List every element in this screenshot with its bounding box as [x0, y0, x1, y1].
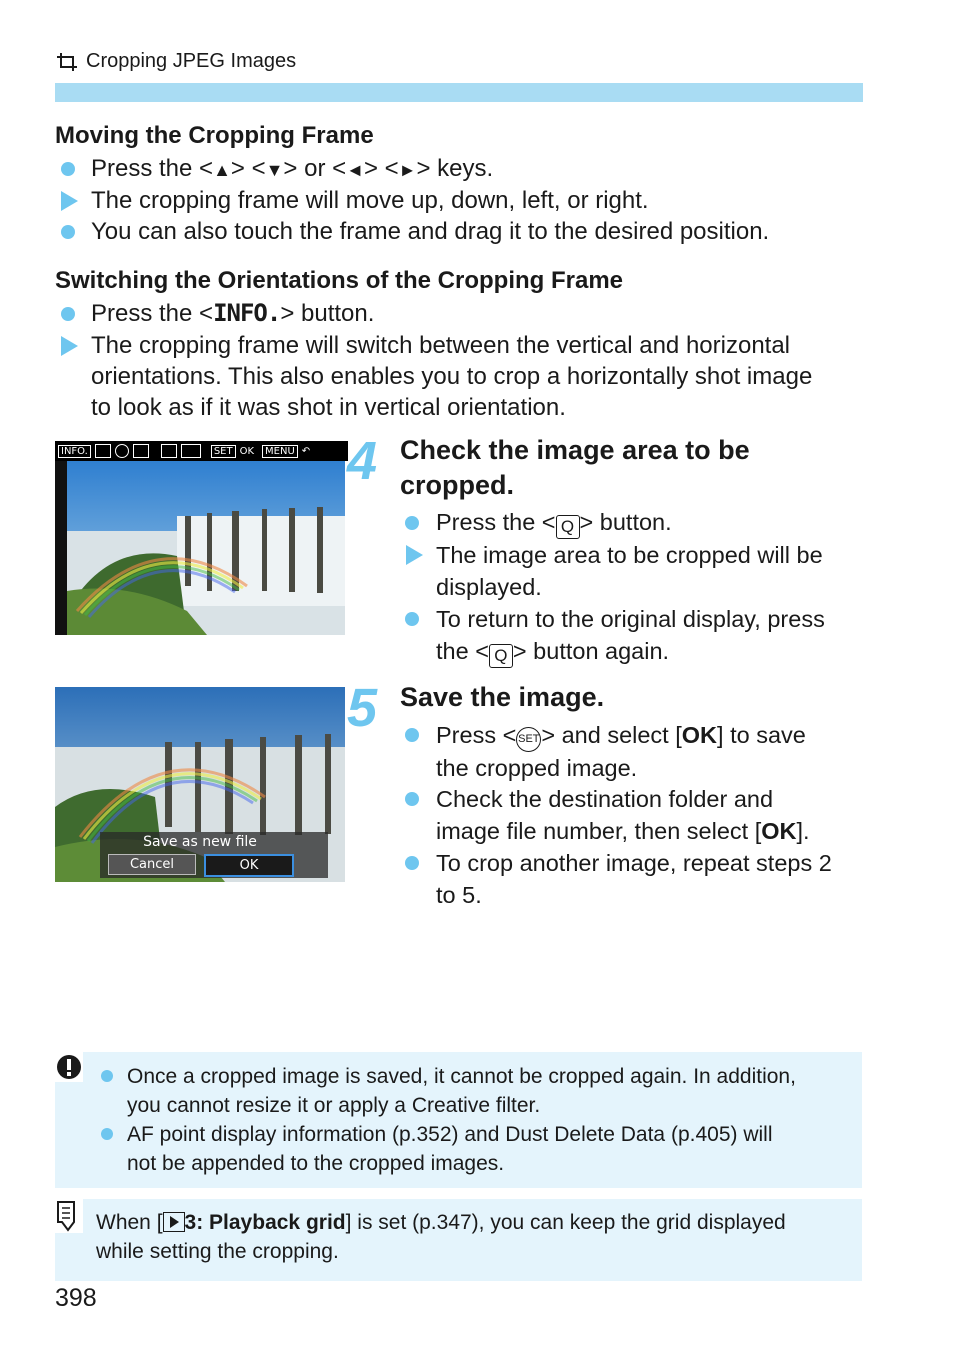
bullet — [405, 792, 419, 806]
bullet — [405, 612, 419, 626]
save-dialog-title: Save as new file — [143, 834, 257, 850]
step-number-4: 4 — [347, 431, 378, 491]
bullet — [61, 225, 75, 239]
step5-bullet-3: To crop another image, repeat steps 2 to 5. — [436, 850, 832, 908]
orientation-item-2: The cropping frame will switch between the vertical and horizontal orientations. This also enables you to crop a horizontally shot image to look as if it was shot in vertical orientation. — [91, 332, 813, 421]
result-arrow — [61, 336, 78, 356]
caution-icon — [54, 1053, 84, 1081]
step5-screenshot — [55, 687, 345, 882]
step4-screenshot: INFO. SET OK MENU ↶ — [55, 441, 345, 635]
q-button-icon: Q — [556, 515, 580, 539]
moving-item-2: The cropping frame will move up, down, left, or right. — [91, 187, 649, 214]
save-dialog — [100, 832, 328, 878]
moving-item-1: Press the <▲> <▼> or <◄> <►> keys. — [91, 155, 494, 182]
playback-icon — [163, 1212, 185, 1232]
memo-icon — [56, 1200, 80, 1232]
q-button-icon: Q — [489, 644, 513, 668]
memo-text: When [ 3: Playback grid] is set (p.347), you can keep the grid displayed while setting the cropping. — [96, 1211, 786, 1263]
caution-item-2: AF point display information (p.352) and Dust Delete Data (p.405) will not be appended to the cropped images. — [127, 1123, 773, 1175]
orientation-item-1: Press the <INFO.> button. — [91, 299, 375, 327]
step-number-5: 5 — [347, 678, 378, 738]
ok-button[interactable]: OK — [204, 854, 294, 877]
crop-icon — [56, 52, 78, 72]
step4-bullet-2: The image area to be cropped will be displayed. — [436, 542, 823, 600]
section-orientation-title: Switching the Orientations of the Cropping Frame — [55, 267, 624, 294]
moving-item-3: You can also touch the frame and drag it to the desired position. — [91, 218, 770, 245]
step4-bullet-1: Press the < Q > button. — [436, 507, 672, 539]
result-arrow — [406, 545, 423, 565]
step5-bullet-1: Press < SET> and select [OK] to save the cropped image. — [436, 722, 806, 781]
result-arrow — [61, 191, 78, 211]
info-button-glyph: INFO. — [213, 299, 281, 327]
caution-item-1: Once a cropped image is saved, it cannot be cropped again. In addition, you cannot resize it or apply a Creative filter. — [127, 1065, 796, 1117]
header-title: Cropping JPEG Images — [86, 50, 297, 72]
cancel-button[interactable]: Cancel — [108, 854, 196, 875]
step5-title: Save the image. — [400, 682, 605, 712]
bullet — [101, 1128, 113, 1140]
step5-bullet-2: Check the destination folder and image file number, then select [OK]. — [436, 786, 810, 844]
set-button-icon: SET — [516, 727, 541, 752]
section-moving-title: Moving the Cropping Frame — [55, 122, 374, 149]
step4-bullet-3: To return to the original display, press the < Q > button again. — [436, 603, 825, 668]
header-bar — [55, 83, 863, 102]
bullet — [405, 856, 419, 870]
bullet — [405, 516, 419, 530]
bullet — [101, 1070, 113, 1082]
page-number: 398 — [55, 1284, 97, 1312]
bullet — [61, 307, 75, 321]
step4-title: Check the image area to be cropped. — [400, 435, 750, 500]
bullet — [405, 728, 419, 742]
page-header — [56, 50, 296, 73]
bullet — [61, 162, 75, 176]
